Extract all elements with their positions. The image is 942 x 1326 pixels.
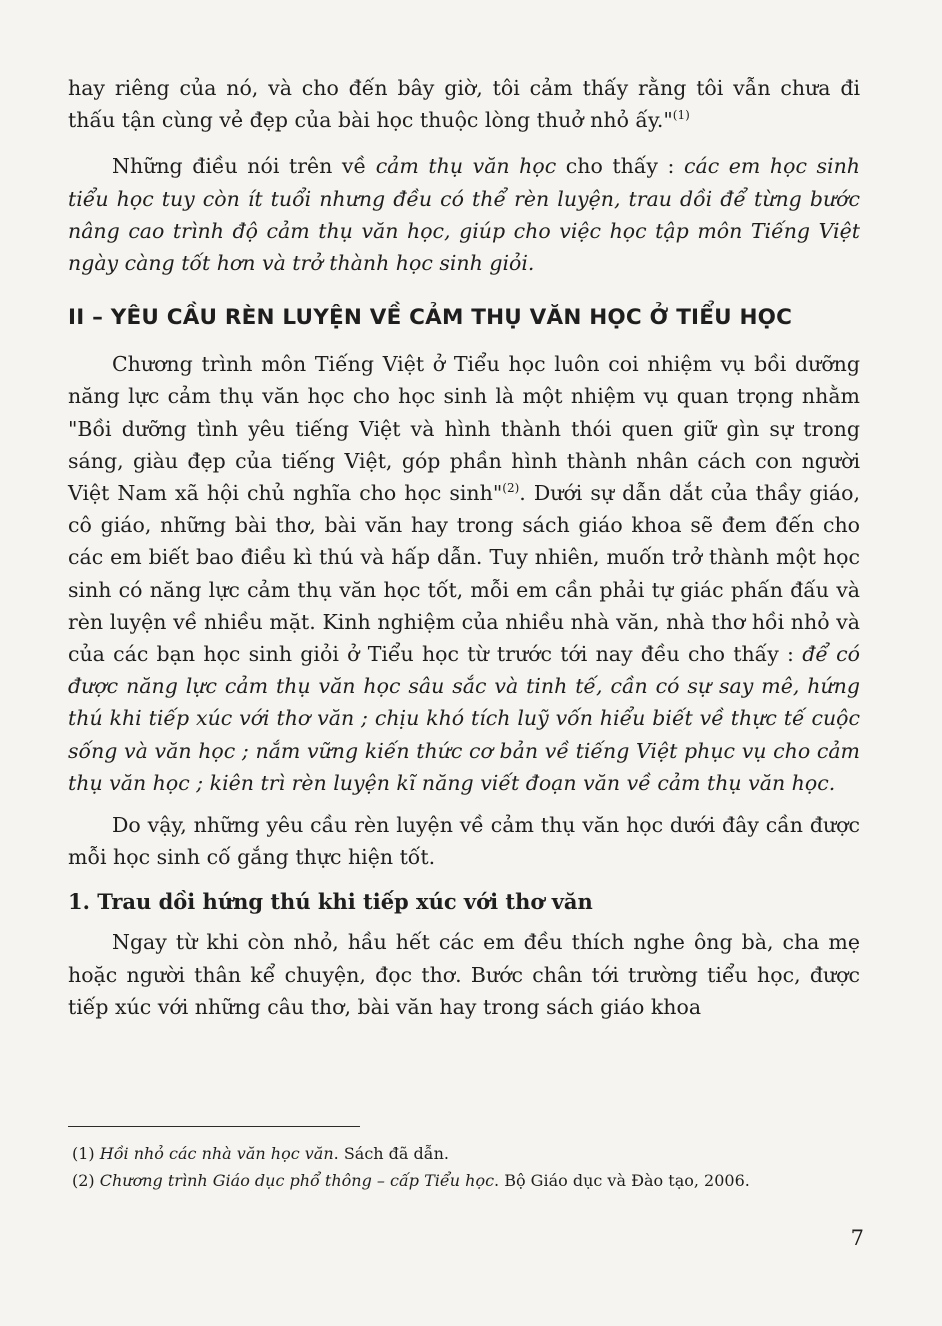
paragraph-text: Những điều nói trên về bbox=[112, 154, 376, 179]
paragraph-curriculum bbox=[68, 348, 860, 799]
paragraph-quote-end bbox=[68, 72, 860, 136]
emphasis-term: cảm thụ văn học bbox=[375, 154, 557, 179]
page-number: 7 bbox=[850, 1226, 864, 1250]
footnote-1 bbox=[72, 1140, 872, 1167]
footnote-number: (1) bbox=[72, 1144, 100, 1163]
footnote-source-info: . Bộ Giáo dục và Đào tạo, 2006. bbox=[494, 1171, 750, 1190]
paragraph-text: Chương trình môn Tiếng Việt ở Tiểu học luôn coi nhiệm vụ bồi dưỡng năng lực cảm thụ văn học cho học sinh là một nhiệm vụ quan trọng nhằm "Bồi dưỡng tình yêu tiếng Việt và hình thành thói quen giữ gìn sự trong sáng, giàu đẹp của tiếng Việt, góp phần hình thành nhân cách con người Việt Nam xã hội chủ nghĩa cho học sinh" bbox=[68, 352, 860, 506]
footnotes bbox=[72, 1140, 872, 1194]
emphasis-conclusion: các em học sinh tiểu học tuy còn ít tuổi nhưng đều có thể rèn luyện, trau dồi để từng bước nâng cao trình độ cảm thụ văn học, giúp cho việc học tập môn Tiếng Việt ngày càng tốt hơn và trở thành học sinh giỏi. bbox=[68, 154, 860, 276]
footnote-source-info: . Sách đã dẫn. bbox=[333, 1144, 449, 1163]
footnote-number: (2) bbox=[72, 1171, 100, 1190]
footnote-source-title: Chương trình Giáo dục phổ thông – cấp Tiểu học bbox=[99, 1171, 495, 1190]
paragraph-transition: Do vậy, những yêu cầu rèn luyện về cảm thụ văn học dưới đây cần được mỗi học sinh cố gắng thực hiện tốt. bbox=[68, 813, 860, 870]
footnote-divider bbox=[68, 1126, 360, 1127]
paragraph-text: cho thấy : bbox=[556, 154, 685, 179]
footnote-2 bbox=[72, 1167, 872, 1194]
section-heading: II – YÊU CẦU RÈN LUYỆN VỀ CẢM THỤ VĂN HỌC Ở TIỂU HỌC bbox=[68, 305, 793, 331]
page-content bbox=[68, 72, 860, 1023]
paragraph-text: hay riêng của nó, và cho đến bây giờ, tôi cảm thấy rằng tôi vẫn chưa đi thấu tận cùng vẻ đẹp của bài học thuộc lòng thuở nhỏ ấy." bbox=[68, 76, 860, 133]
paragraph-summary bbox=[68, 150, 860, 279]
footnote-source-title: Hồi nhỏ các nhà văn học văn bbox=[99, 1144, 334, 1163]
footnote-ref-2: (2) bbox=[502, 481, 520, 496]
emphasis-requirements: để có được năng lực cảm thụ văn học sâu sắc và tinh tế, cần có sự say mê, hứng thú khi tiếp xúc với thơ văn ; chịu khó tích luỹ vốn hiểu biết về thực tế cuộc sống và văn học ; nắm vững kiến thức cơ bản về tiếng Việt phục vụ cho cảm thụ văn học ; kiên trì rèn luyện kĩ năng viết đoạn văn về cảm thụ văn học. bbox=[68, 642, 860, 795]
paragraph-childhood: Ngay từ khi còn nhỏ, hầu hết các em đều thích nghe ông bà, cha mẹ hoặc người thân kể chuyện, đọc thơ. Bước chân tới trường tiểu học, được tiếp xúc với những câu thơ, bài văn hay trong sách giáo khoa bbox=[68, 930, 860, 1019]
paragraph-text: . Dưới sự dẫn dắt của thầy giáo, cô giáo, những bài thơ, bài văn hay trong sách giáo khoa sẽ đem đến cho các em biết bao điều kì thú và hấp dẫn. Tuy nhiên, muốn trở thành một học sinh có năng lực cảm thụ văn học tốt, mỗi em cần phải tự giác phấn đấu và rèn luyện về nhiều mặt. Kinh nghiệm của nhiều nhà văn, nhà thơ hồi nhỏ và của các bạn học sinh giỏi ở Tiểu học từ trước tới nay đều cho thấy : bbox=[68, 481, 860, 667]
subsection-heading: 1. Trau dồi hứng thú khi tiếp xúc với thơ văn bbox=[68, 889, 593, 915]
footnote-ref-1: (1) bbox=[672, 108, 690, 123]
